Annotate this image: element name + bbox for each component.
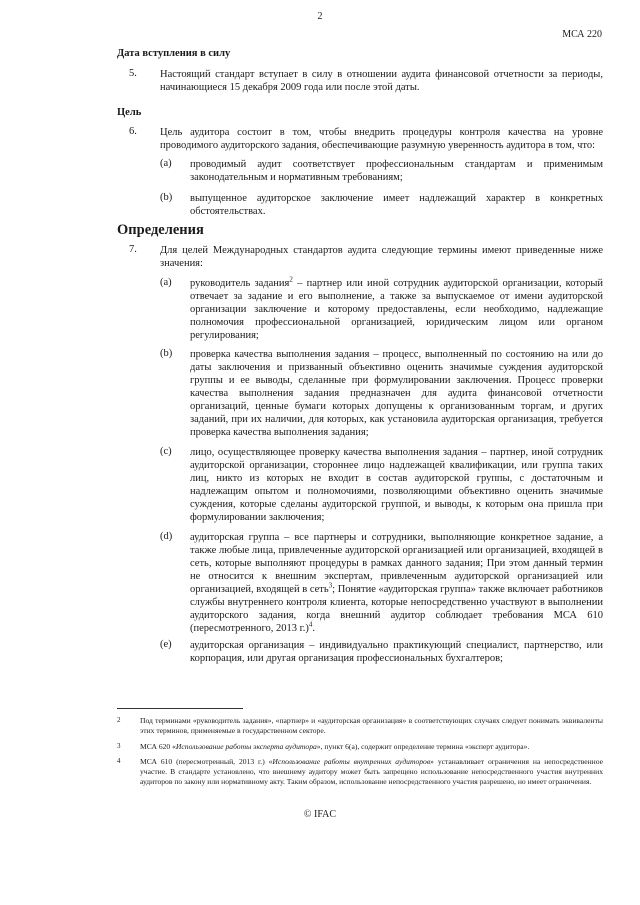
definition-d-text: аудиторская группа – все партнеры и сотрудники, выполняющие конкретное задание, а также любые лица, привлеченные аудиторской организацией или организацией, входящей в сеть, которые выполняют процедуры в рамках данного задания; При этом данный термин не относится к внешним экспертам, привлеченным аудиторской организацией или организацией, входящей в сеть$^3$; Понятие «аудиторская группа» также включает работников службы внутреннего контроля клиента, которые непосредственно участвуют в выполнении аудиторского задания, когда внешний аудитор соблюдает требования МСА 610 (пересмотренного, 2013 г.)$^4$. bbox=[190, 532, 603, 634]
definition-c-text: лицо, осуществляющее проверку качества выполнения задания – партнер, иной сотрудник аудиторской организации, стороннее лицо надлежащей квалификации, или группа таких лиц, никто из которых не входит в состав аудиторской группы, с достаточным и надлежащим опытом и полномочиями, позволяющими объективно оценить значимые суждения, которые сделаны аудиторской группой, и выводы, к которым она пришла при формулировании заключения; bbox=[190, 447, 603, 523]
copyright-footer: © IFAC bbox=[303, 809, 337, 820]
document-id: МСА 220 bbox=[562, 29, 602, 40]
para-6-text: Цель аудитора состоит в том, чтобы внедрить процедуры контроля качества на уровне проводимого аудиторского задания, обеспечивающие разумную уверенность аудитора в том, что: bbox=[160, 127, 603, 151]
footnote-divider bbox=[117, 708, 243, 709]
footnote-4-number: 4 bbox=[117, 757, 121, 765]
footnote-ref-4: 4 bbox=[308, 620, 313, 629]
definition-e-label: (e) bbox=[160, 639, 172, 650]
heading-effective-date: Дата вступления в силу bbox=[117, 48, 231, 59]
definition-a-label: (a) bbox=[160, 277, 172, 288]
definition-b-text: проверка качества выполнения задания – процесс, выполненный по состоянию на или до даты заключения и призванный объективно оценить значимые суждения аудиторской группы и ее выводы, сделанные при формулировании заключения. Процесс проверки качества выполнения задания предназначен для аудита финансовой отчетности организаций, ценные бумаги которых допущены к организованным торгам, и других заданий, при их наличии, для которых, как установила аудиторская организация, требуется проверка качества выполнения задания; bbox=[190, 349, 603, 438]
objective-item-b-label: (b) bbox=[160, 192, 173, 203]
heading-objective: Цель bbox=[117, 107, 142, 118]
page-number: 2 bbox=[317, 11, 323, 22]
definition-d-label: (d) bbox=[160, 531, 173, 542]
definition-c-label: (c) bbox=[160, 446, 172, 457]
objective-item-b-text: выпущенное аудиторское заключение имеет надлежащий характер в конкретных обстоятельствах. bbox=[190, 193, 603, 217]
footnote-3-text: МСА 620 «Использование работы эксперта аудитора», пункт 6(a), содержит определение термина «эксперт аудитора». bbox=[140, 742, 530, 751]
para-5-text: Настоящий стандарт вступает в силу в отношении аудита финансовой отчетности за периоды, начинающиеся 15 декабря 2009 года или после этой даты. bbox=[160, 69, 603, 93]
para-5-number: 5. bbox=[129, 68, 137, 79]
footnote-4-text: МСА 610 (пересмотренный, 2013 г.) «Использование работы внутренних аудиторов» устанавливает ограничения на непосредственное участие. В стандарте установлено, что внешнему аудитору может быть запрещено использование непосредственного участия внутренних аудиторов по закону или нормативному акту. Таким образом, использование непосредственного участия разрешено, но имеет ограничения. bbox=[140, 757, 604, 786]
footnote-3-number: 3 bbox=[117, 742, 121, 750]
para-7-intro: Для целей Международных стандартов аудита следующие термины имеют приведенные ниже значения: bbox=[160, 245, 603, 269]
definition-e-text: аудиторская организация – индивидуально практикующий специалист, партнерство, или корпорация, или другая организация профессиональных бухгалтеров; bbox=[190, 640, 603, 664]
definition-a-text: руководитель задания$^2$ – партнер или иной сотрудник аудиторской организации, который отвечает за задание и его выполнение, а также за выпускаемое от имени аудиторской организации заключение и которому предоставлены, если необходимо, надлежащие полномочия профессиональной организацией, юридическим лицом или органом регулирования; bbox=[190, 275, 603, 341]
footnote-2-text: Под терминами «руководитель задания», «партнер» и «аудиторская организация» в соответствующих случаях следует понимать эквиваленты этих терминов, применяемые в государственном секторе. bbox=[140, 716, 603, 735]
objective-item-a-label: (a) bbox=[160, 158, 172, 169]
footnote-2-number: 2 bbox=[117, 716, 121, 724]
objective-item-a-text: проводимый аудит соответствует профессиональным стандартам и применимым законодательным и нормативным требованиям; bbox=[190, 159, 603, 183]
para-7-number: 7. bbox=[129, 244, 137, 255]
definition-b-label: (b) bbox=[160, 348, 173, 359]
heading-definitions: Определения bbox=[117, 222, 204, 238]
para-6-number: 6. bbox=[129, 126, 137, 137]
footnote-ref-2: 2 bbox=[289, 275, 293, 284]
footnote-ref-3: 3 bbox=[328, 581, 333, 590]
